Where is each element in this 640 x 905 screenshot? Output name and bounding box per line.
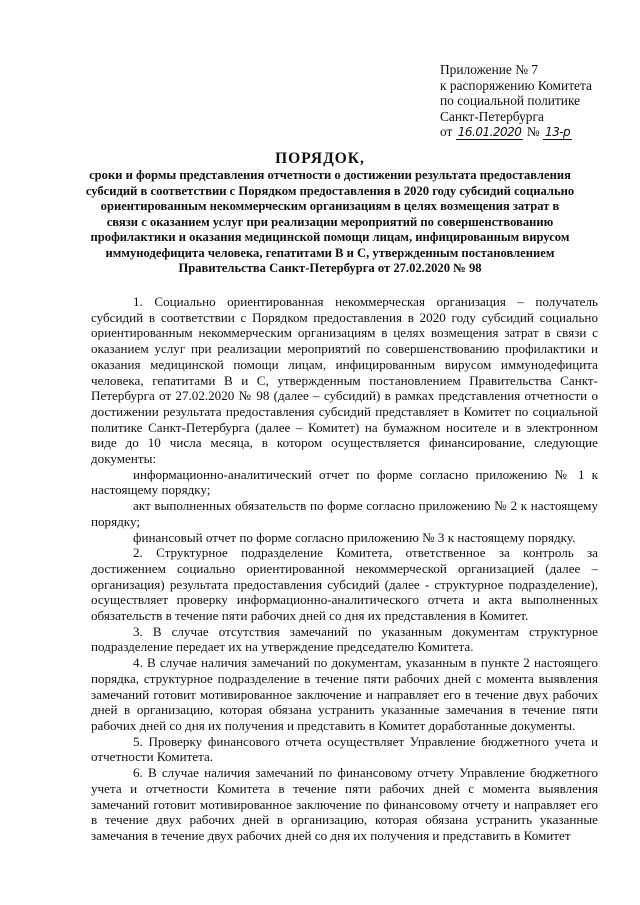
paragraph-doc-1: информационно-аналитический отчет по форме согласно приложению № 1 к настоящему порядку;	[91, 466, 598, 498]
appendix-line-1: Приложение № 7	[440, 62, 539, 77]
paragraph-1: 1. Социально ориентированная некоммерческая организация – получатель субсидий в соответствии с Порядком предоставления в 2020 году субсидий социально ориентированным некоммерческим организациям в целях возмещения затрат в связи с оказанием услуг при реализации мероприятий по совершенствованию профилактики и оказания медицинской помощи лицам, инфицированным вирусом иммунодефицита человека, гепатитами В и С, утвержденным постановлением Правительства Санкт-Петербурга от 27.02.2020 № 98 (далее – субсидий) в рамках представления отчетности о достижении результата предоставления субсидий представляет в Комитет по социальной политике Санкт-Петербурга (далее – Комитет) на бумажном носителе и в электронном виде до 10 числа месяца, в котором осуществляется финансирование, следующие документы:	[91, 294, 598, 467]
paragraph-5: 5. Проверку финансового отчета осуществляет Управление бюджетного учета и отчетности Комитета.	[91, 733, 598, 765]
document-title: ПОРЯДОК,	[275, 150, 365, 167]
paragraph-doc-2: акт выполненных обязательств по форме согласно приложению № 2 к настоящему порядку;	[91, 498, 598, 529]
paragraph-3: 3. В случае отсутствия замечаний по указанным документам структурное подразделение передает их на утверждение председателю Комитета.	[91, 623, 598, 655]
number-prefix: №	[526, 124, 540, 140]
handwritten-number: 13-р	[544, 125, 571, 140]
appendix-line-2: к распоряжению Комитета	[440, 77, 592, 93]
document-body	[91, 294, 598, 844]
paragraph-doc-3: финансовый отчет по форме согласно приложению № 3 к настоящему порядку.	[133, 529, 576, 545]
appendix-line-3: по социальной политике	[440, 93, 581, 109]
appendix-date-line	[440, 124, 630, 141]
paragraph-4: 4. В случае наличия замечаний по документам, указанным в пункте 2 настоящего порядка, структурное подразделение в течение пяти рабочих дней с момента выявления замечаний готовит мотивированное заключение и направляет его в течение двух рабочих дней в организацию, которая обязана устранить указанные замечания в течение пяти рабочих дней со дня их получения и представить в Комитет доработанные документы.	[91, 655, 598, 733]
appendix-line-4: Санкт-Петербурга	[440, 108, 544, 124]
handwritten-date: 16.01.2020	[457, 125, 522, 140]
appendix-block	[440, 62, 630, 141]
paragraph-2: 2. Структурное подразделение Комитета, ответственное за контроль за достижением социально ориентированной некоммерческой организацией (далее – организация) результата предоставления субсидий (далее - структурное подразделение), осуществляет проверку информационно-аналитического отчета и акта выполненных обязательств в течение пяти рабочих дней со дня их представления в Комитет.	[91, 545, 598, 624]
document-subtitle: сроки и формы представления отчетности о достижении результата предоставления субсидий в соответствии с Порядком предоставления в 2020 году субсидий социально ориентированным некоммерческим организациям в целях возмещения затрат в связи с оказанием услуг при реализации мероприятий по совершенствованию профилактики и оказания медицинской помощи лицам, инфицированным вирусом иммунодефицита человека, гепатитами В и С, утвержденным постановлением Правительства Санкт-Петербурга от 27.02.2020 № 98	[85, 168, 575, 275]
paragraph-6: 6. В случае наличия замечаний по финансовому отчету Управление бюджетного учета и отчетности Комитета в течение пяти рабочих дней с момента выявления замечаний готовит мотивированное заключение по финансовому отчету и направляет его в течение двух рабочих дней в организацию, которая обязана устранить указанные замечания в течение двух рабочих дней со дня их получения и представить в Комитет	[91, 765, 598, 843]
date-prefix: от	[440, 124, 453, 140]
